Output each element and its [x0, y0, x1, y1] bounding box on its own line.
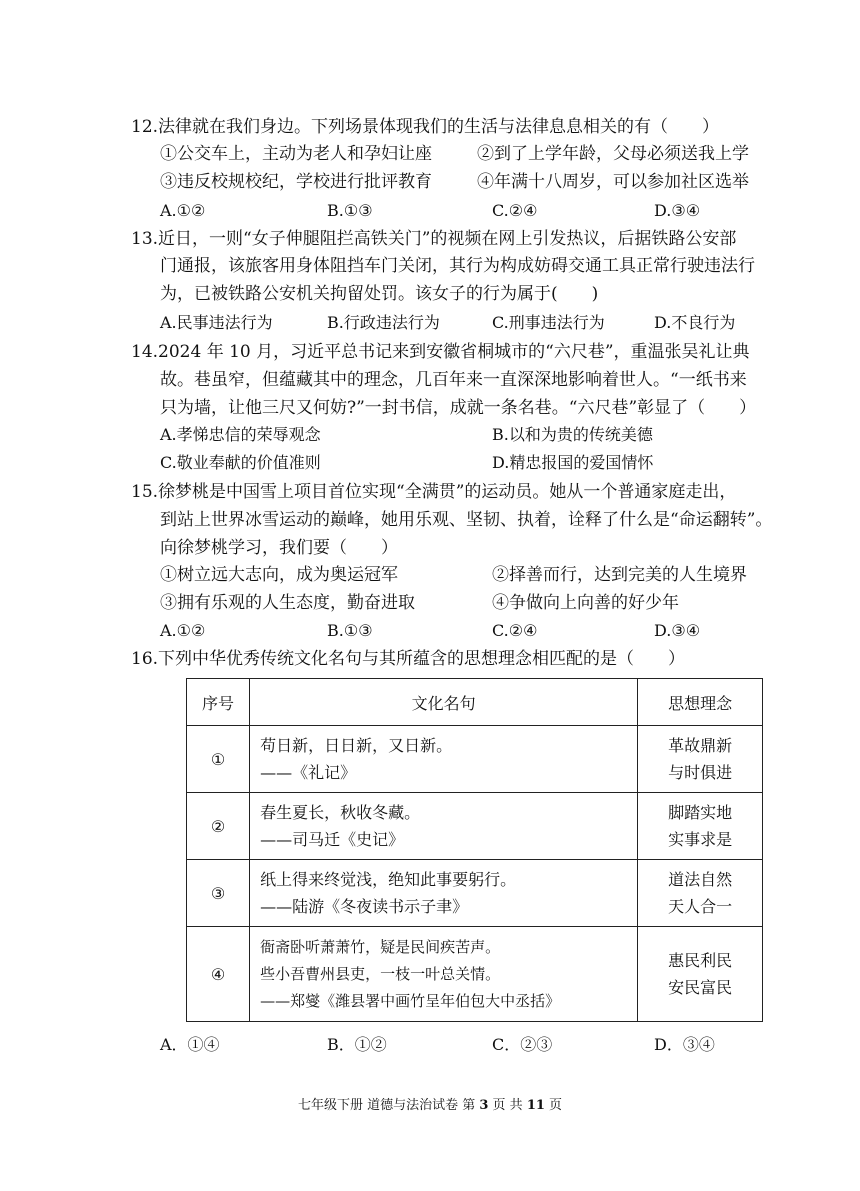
q15-option-3: ③拥有乐观的人生态度，勤奋进取: [160, 593, 415, 613]
q16-choice-a: A．①④: [160, 1035, 220, 1054]
footer-prefix: 七年级下册 道德与法治试卷 第: [297, 1098, 480, 1113]
q15-option-4: ④争做向上向善的好少年: [492, 593, 679, 613]
q14-choice-a: A.孝悌忠信的荣辱观念: [160, 425, 321, 444]
q14-choice-d: D.精忠报国的爱国情怀: [492, 453, 654, 472]
idea-cell: [638, 860, 763, 927]
q12-option-1: ①公交车上，主动为老人和孕妇让座: [160, 144, 432, 164]
quote-cell: [250, 860, 638, 927]
idea-line: 脚踏实地: [668, 803, 733, 822]
q15-choice-a: A.①②: [160, 621, 206, 640]
table-row: [187, 726, 763, 793]
footer-page-number: 3: [479, 1098, 489, 1113]
idea-line: 天人合一: [668, 897, 733, 916]
row-number: ③: [187, 860, 250, 927]
footer-middle: 页 共: [488, 1098, 527, 1113]
q14-choice-b: B.以和为贵的传统美德: [492, 425, 653, 444]
quote-cell: [250, 793, 638, 860]
q15-choice-b: B.①③: [327, 621, 373, 640]
table-header-row: [187, 679, 763, 726]
q13-choice-b: B.行政违法行为: [327, 313, 440, 332]
idea-cell: [638, 927, 763, 1022]
q12-choice-a: A.①②: [160, 201, 206, 220]
q13-choice-c: C.刑事违法行为: [492, 313, 605, 332]
quotes-table: [186, 678, 763, 1022]
q14-line-2: 故。巷虽窄，但蕴藏其中的理念，几百年来一直深深地影响着世人。“一纸书来: [160, 370, 747, 390]
q13-line-2: 门通报，该旅客用身体阻挡车门关闭，其行为构成妨碍交通工具正常行驶违法行: [160, 256, 755, 276]
quote-source: ——《礼记》: [260, 763, 357, 782]
quote-cell: [250, 726, 638, 793]
table-row: [187, 793, 763, 860]
q12-option-4: ④年满十八周岁，可以参加社区选举: [477, 172, 749, 192]
q15-choice-d: D.③④: [654, 621, 701, 640]
footer-total-pages: 11: [526, 1098, 545, 1113]
idea-line: 惠民利民: [668, 951, 733, 970]
row-number: ①: [187, 726, 250, 793]
page-footer: [0, 1097, 860, 1115]
idea-line: 实事求是: [668, 830, 733, 849]
quote-line: 些小吾曹州县吏，一枝一叶总关情。: [260, 964, 501, 983]
q13-choice-d: D.不良行为: [654, 313, 736, 332]
q16-choice-b: B．①②: [327, 1035, 387, 1054]
q15-option-2: ②择善而行，达到完美的人生境界: [492, 565, 747, 585]
q14-line-3: 只为墙，让他三尺又何妨?”一封书信，成就一条名巷。“六尺巷”彰显了（ ）: [160, 398, 757, 418]
quote-line: 衙斋卧听萧萧竹，疑是民间疾苦声。: [260, 937, 501, 956]
q14-line-1: 14.2024 年 10 月，习近平总书记来到安徽省桐城市的“六尺巷”，重温张吴礼让典: [131, 342, 750, 362]
q15-choice-c: C.②④: [492, 621, 538, 640]
row-number: ④: [187, 927, 250, 1022]
header-number: 序号: [187, 679, 250, 726]
row-number: ②: [187, 793, 250, 860]
quote-cell: [250, 927, 638, 1022]
idea-cell: [638, 793, 763, 860]
table-row: [187, 927, 763, 1022]
quote-line: 纸上得来终觉浅，绝知此事要躬行。: [260, 870, 517, 889]
header-quote: 文化名句: [250, 679, 638, 726]
quote-source: ——郑燮《潍县署中画竹呈年伯包大中丞括》: [260, 991, 561, 1010]
q16-stem: 16.下列中华优秀传统文化名句与其所蕴含的思想理念相匹配的是（ ）: [131, 649, 686, 669]
q15-line-2: 到站上世界冰雪运动的巅峰，她用乐观、坚韧、执着，诠释了什么是“命运翻转”。: [160, 510, 773, 530]
q12-stem: 12.法律就在我们身边。下列场景体现我们的生活与法律息息相关的有（ ）: [131, 117, 720, 137]
q13-line-3: 为，已被铁路公安机关拘留处罚。该女子的行为属于( ): [160, 284, 599, 304]
q12-choice-b: B.①③: [327, 201, 373, 220]
q16-choice-c: C．②③: [492, 1035, 553, 1054]
q13-choice-a: A.民事违法行为: [160, 313, 273, 332]
q12-choice-d: D.③④: [654, 201, 701, 220]
idea-line: 道法自然: [668, 870, 733, 889]
q12-option-2: ②到了上学年龄，父母必须送我上学: [477, 144, 749, 164]
q12-option-3: ③违反校规校纪，学校进行批评教育: [160, 172, 432, 192]
q13-line-1: 13.近日，一则“女子伸腿阻拦高铁关门”的视频在网上引发热议，后据铁路公安部: [131, 229, 737, 249]
table-row: [187, 860, 763, 927]
q14-choice-c: C.敬业奉献的价值准则: [160, 453, 321, 472]
header-idea: 思想理念: [638, 679, 763, 726]
q15-option-1: ①树立远大志向，成为奥运冠军: [160, 565, 398, 585]
q12-choice-c: C.②④: [492, 201, 538, 220]
quote-line: 春生夏长，秋收冬藏。: [260, 803, 421, 822]
quote-source: ——陆游《冬夜读书示子聿》: [260, 897, 469, 916]
q16-choice-d: D．③④: [654, 1035, 715, 1054]
quote-line: 苟日新，日日新，又日新。: [260, 736, 453, 755]
footer-suffix: 页: [544, 1098, 563, 1113]
idea-line: 与时俱进: [668, 763, 733, 782]
q15-line-3: 向徐梦桃学习，我们要（ ）: [160, 538, 398, 558]
idea-line: 革故鼎新: [668, 736, 733, 755]
q15-line-1: 15.徐梦桃是中国雪上项目首位实现“全满贯”的运动员。她从一个普通家庭走出，: [131, 482, 737, 502]
idea-line: 安民富民: [668, 978, 733, 997]
quote-source: ——司马迁《史记》: [260, 830, 405, 849]
idea-cell: [638, 726, 763, 793]
